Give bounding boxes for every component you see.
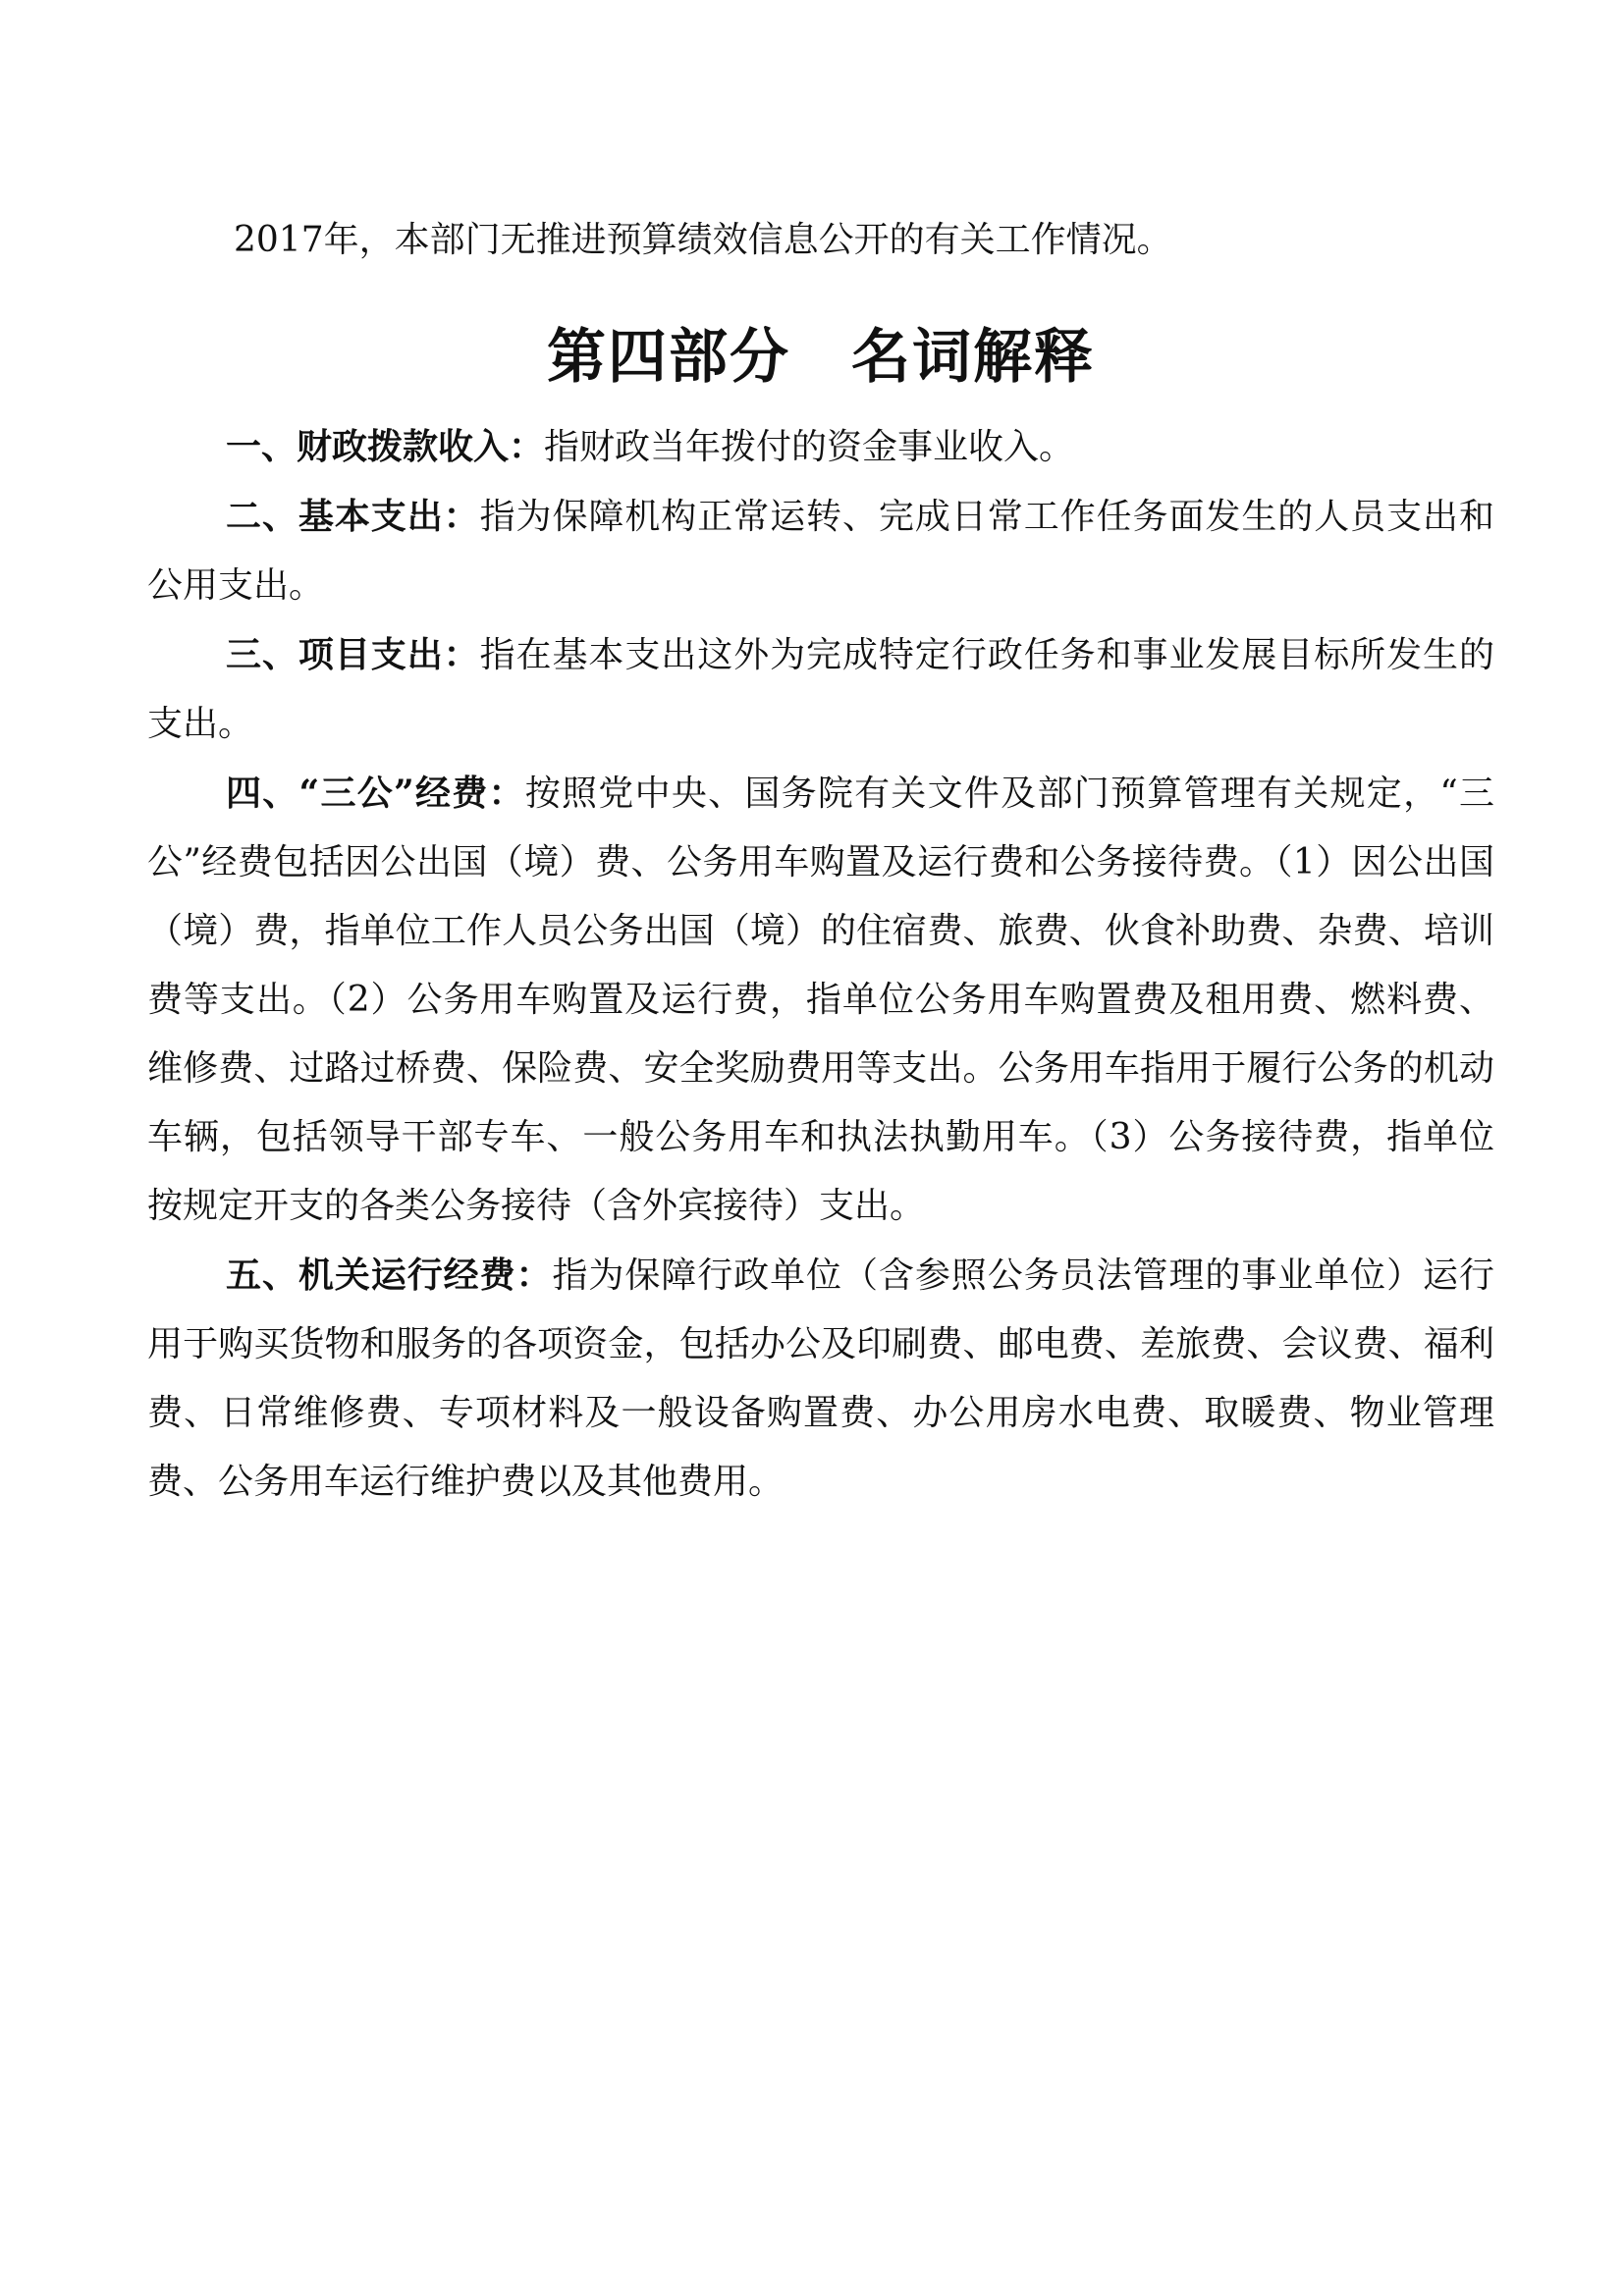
document-page: [147, 206, 1494, 1517]
term-label: 二、基本支出：: [226, 496, 480, 537]
section-title: 第四部分 名词解释: [547, 323, 1095, 392]
term-text: 指在基本支出这外为完成特定行政任务和事业发展目标所发生的支出。: [147, 635, 1494, 744]
term-label: 一、财政拨款收入：: [226, 426, 545, 467]
intro-paragraph: 2017年，本部门无推进预算绩效信息公开的有关工作情况。: [234, 220, 1172, 260]
term-item-operating-expenses: [147, 1241, 1494, 1517]
term-item-fiscal-appropriation: [147, 412, 1494, 482]
term-item-project-expenditure: [147, 620, 1494, 759]
term-item-basic-expenditure: [147, 482, 1494, 620]
term-text: 指为保障机构正常运转、完成日常工作任务面发生的人员支出和公用支出。: [147, 497, 1494, 606]
term-text: 指为保障行政单位（含参照公务员法管理的事业单位）运行用于购买货物和服务的各项资金，包括办公及印刷费、邮电费、差旅费、会议费、福利费、日常维修费、专项材料及一般设备购置费、办公用房水电费、取暖费、物业管理费、公务用车运行维护费以及其他费用。: [147, 1255, 1494, 1502]
term-label: 四、“三公”经费：: [226, 773, 525, 814]
term-text: 指财政当年拨付的资金事业收入。: [544, 427, 1075, 467]
term-label: 五、机关运行经费：: [226, 1255, 553, 1296]
term-label: 三、项目支出：: [226, 634, 480, 675]
term-item-three-public-expenses: [147, 759, 1494, 1241]
term-text: 按照党中央、国务院有关文件及部门预算管理有关规定，“三公”经费包括因公出国（境）费、公务用车购置及运行费和公务接待费。（1）因公出国（境）费，指单位工作人员公务出国（境）的住宿费、旅费、伙食补助费、杂费、培训费等支出。（2）公务用车购置及运行费，指单位公务用车购置费及租用费、燃料费、维修费、过路过桥费、保险费、安全奖励费用等支出。公务用车指用于履行公务的机动车辆，包括领导干部专车、一般公务用车和执法执勤用车。（3）公务接待费，指单位按规定开支的各类公务接待（含外宾接待）支出。: [147, 774, 1494, 1226]
